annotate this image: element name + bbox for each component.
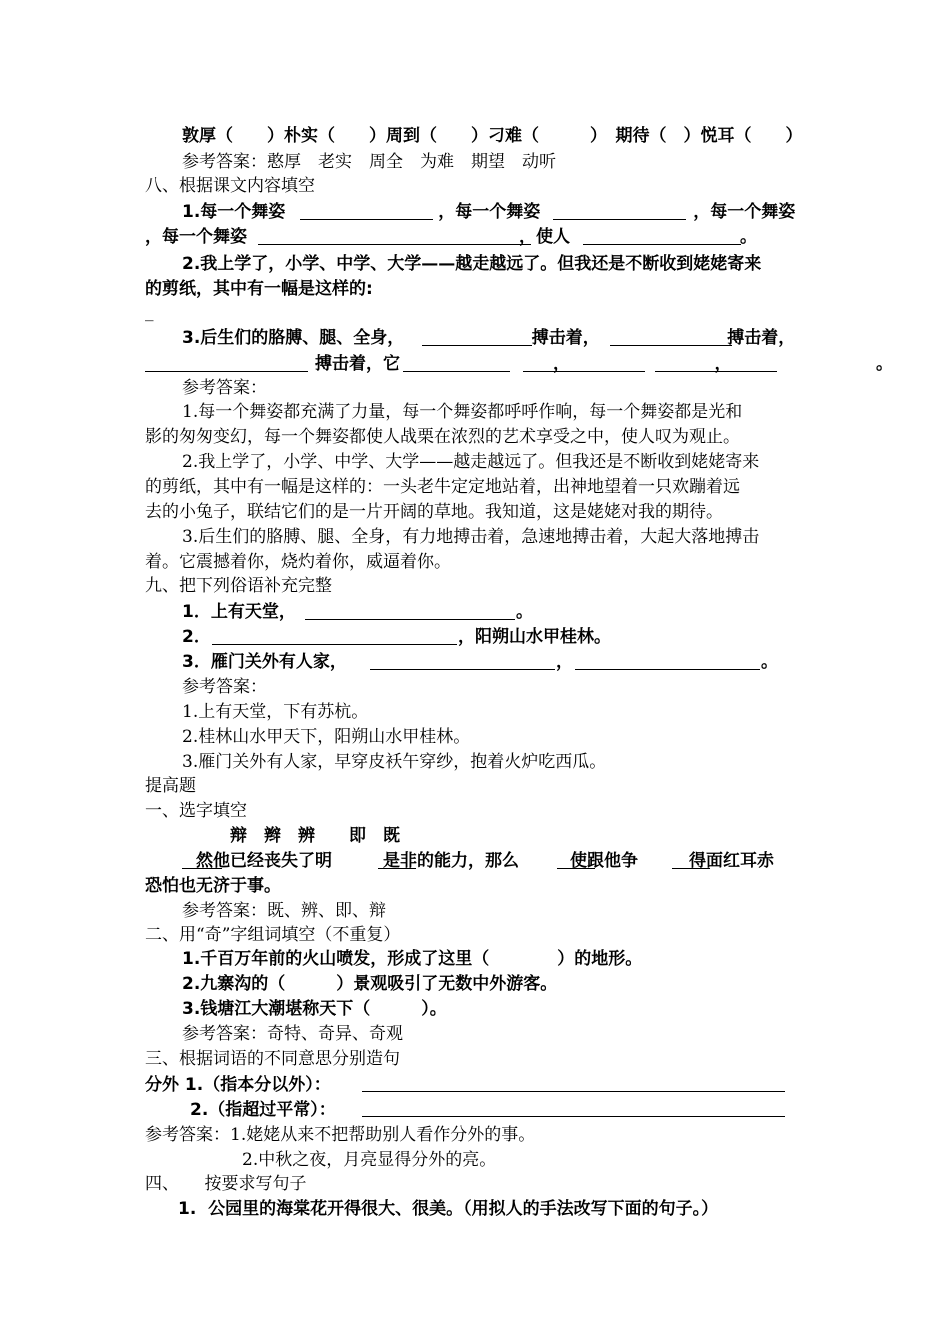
blank-mark: _ — [145, 302, 154, 322]
blank-line[interactable] — [672, 868, 710, 869]
answer-label: 参考答案： — [182, 677, 267, 697]
question-line: 2.我上学了，小学、中学、大学——越走越远了。但我还是不断收到姥姥寄来 — [182, 254, 762, 274]
answer-line: 2.中秋之夜，月亮显得分外的亮。 — [242, 1150, 497, 1170]
question-line: 1.每一个舞姿 ，每一个舞姿 ，每一个舞姿 — [182, 202, 796, 222]
section-heading: 提高题 — [145, 776, 196, 796]
question-line: 搏击着，它 ， ， 。 — [145, 354, 893, 374]
answer-line: 的剪纸，其中有一幅是这样的：一头老牛定定地站着，出神地望着一只欢蹦着远 — [145, 477, 740, 497]
question-line: ，每一个舞姿 ，使人 。 — [145, 227, 757, 247]
blank-line[interactable] — [182, 868, 222, 869]
answer-line: 1.每一个舞姿都充满了力量，每一个舞姿都呼呼作响，每一个舞姿都是光和 — [182, 402, 743, 422]
blank-line[interactable] — [403, 371, 510, 372]
question-line: 1. 公园里的海棠花开得很大、很美。（用拟人的手法改写下面的句子。） — [178, 1199, 719, 1219]
question-line: 3．雁门关外有人家， — [182, 652, 347, 672]
word-choices: 辩 辫 辨 即 既 — [230, 826, 400, 846]
blank-line[interactable] — [362, 1116, 785, 1117]
blank-line[interactable] — [145, 371, 308, 372]
answer-line: 2.桂林山水甲天下，阳朔山水甲桂林。 — [182, 727, 471, 747]
answer-line: 去的小兔子，联结它们的是一片开阔的草地。我知道，这是姥姥对我的期待。 — [145, 502, 723, 522]
question-line: 1．上有天堂， — [182, 602, 296, 622]
blank-line[interactable] — [553, 219, 686, 220]
blank-line[interactable] — [655, 371, 777, 372]
question-line: 分外 1.（指本分以外）： — [145, 1075, 331, 1095]
section-heading: 一、选字填空 — [145, 801, 247, 821]
answer-line: 参考答案：1.姥姥从来不把帮助别人看作分外的事。 — [145, 1125, 536, 1145]
blank-line[interactable] — [258, 244, 531, 245]
blank-line[interactable] — [370, 669, 555, 670]
blank-line[interactable] — [362, 1091, 785, 1092]
answer-line: 参考答案：奇特、奇异、奇观 — [182, 1024, 403, 1044]
answer-line: 3.雁门关外有人家，早穿皮袄午穿纱，抱着火炉吃西瓜。 — [182, 752, 607, 772]
blank-line[interactable] — [305, 619, 515, 620]
answer-line: 2.我上学了，小学、中学、大学——越走越远了。但我还是不断收到姥姥寄来 — [182, 452, 760, 472]
blank-line[interactable] — [557, 868, 595, 869]
question-line: 的剪纸，其中有一幅是这样的: — [145, 279, 373, 299]
question-line: 3.后生们的胳膊、腿、全身， 搏击着， 搏击着， — [182, 328, 796, 348]
question-line: 2． — [182, 627, 211, 647]
exercise-seven-antonym-line: 敦厚（ ）朴实（ ）周到（ ）刁难（ ） 期待（ ）悦耳（ ） — [182, 126, 803, 146]
section-heading: 三、根据词语的不同意思分别造句 — [145, 1049, 400, 1069]
answer-line: 着。它震撼着你，烧灼着你，威逼着你。 — [145, 552, 451, 572]
section-heading: 八、根据课文内容填空 — [145, 176, 315, 196]
answer-line: 影的匆匆变幻，每一个舞姿都使人战栗在浓烈的艺术享受之中，使人叹为观止。 — [145, 427, 740, 447]
period-mark: 。 — [761, 652, 778, 672]
section-heading: 四、 按要求写句子 — [145, 1174, 307, 1194]
answer-line: 参考答案：既、辨、即、辩 — [182, 901, 386, 921]
section-heading: 二、用“奇”字组词填空（不重复） — [145, 925, 401, 945]
question-line: 1.千百万年前的火山喷发，形成了这里（ ）的地形。 — [182, 949, 643, 969]
period-mark: 。 — [516, 602, 533, 622]
blank-line[interactable] — [422, 345, 532, 346]
question-line: 3.钱塘江大潮堪称天下（ ）。 — [182, 999, 447, 1019]
blank-line[interactable] — [610, 345, 732, 346]
answer-line: 1.上有天堂，下有苏杭。 — [182, 702, 369, 722]
answer-line: 参考答案：憨厚 老实 周全 为难 期望 动听 — [182, 152, 556, 172]
blank-line[interactable] — [583, 244, 741, 245]
section-heading: 九、把下列俗语补充完整 — [145, 576, 332, 596]
comma-mark: ， — [556, 652, 573, 672]
blank-line[interactable] — [523, 371, 645, 372]
answer-line: 3.后生们的胳膊、腿、全身，有力地搏击着，急速地搏击着，大起大落地搏击 — [182, 527, 760, 547]
blank-line[interactable] — [575, 669, 760, 670]
blank-line[interactable] — [300, 219, 433, 220]
question-line: 然他已经丧失了明 是非的能力，那么 使跟他争 得面红耳赤 — [145, 851, 774, 871]
question-line: 2.（指超过平常）： — [190, 1100, 336, 1120]
question-line: 2.九寨沟的（ ）景观吸引了无数中外游客。 — [182, 974, 558, 994]
blank-line[interactable] — [378, 868, 416, 869]
question-line: ，阳朔山水甲桂林。 — [458, 627, 611, 647]
blank-line[interactable] — [212, 644, 457, 645]
answer-label: 参考答案： — [182, 378, 267, 398]
question-line: 恐怕也无济于事。 — [145, 876, 281, 896]
